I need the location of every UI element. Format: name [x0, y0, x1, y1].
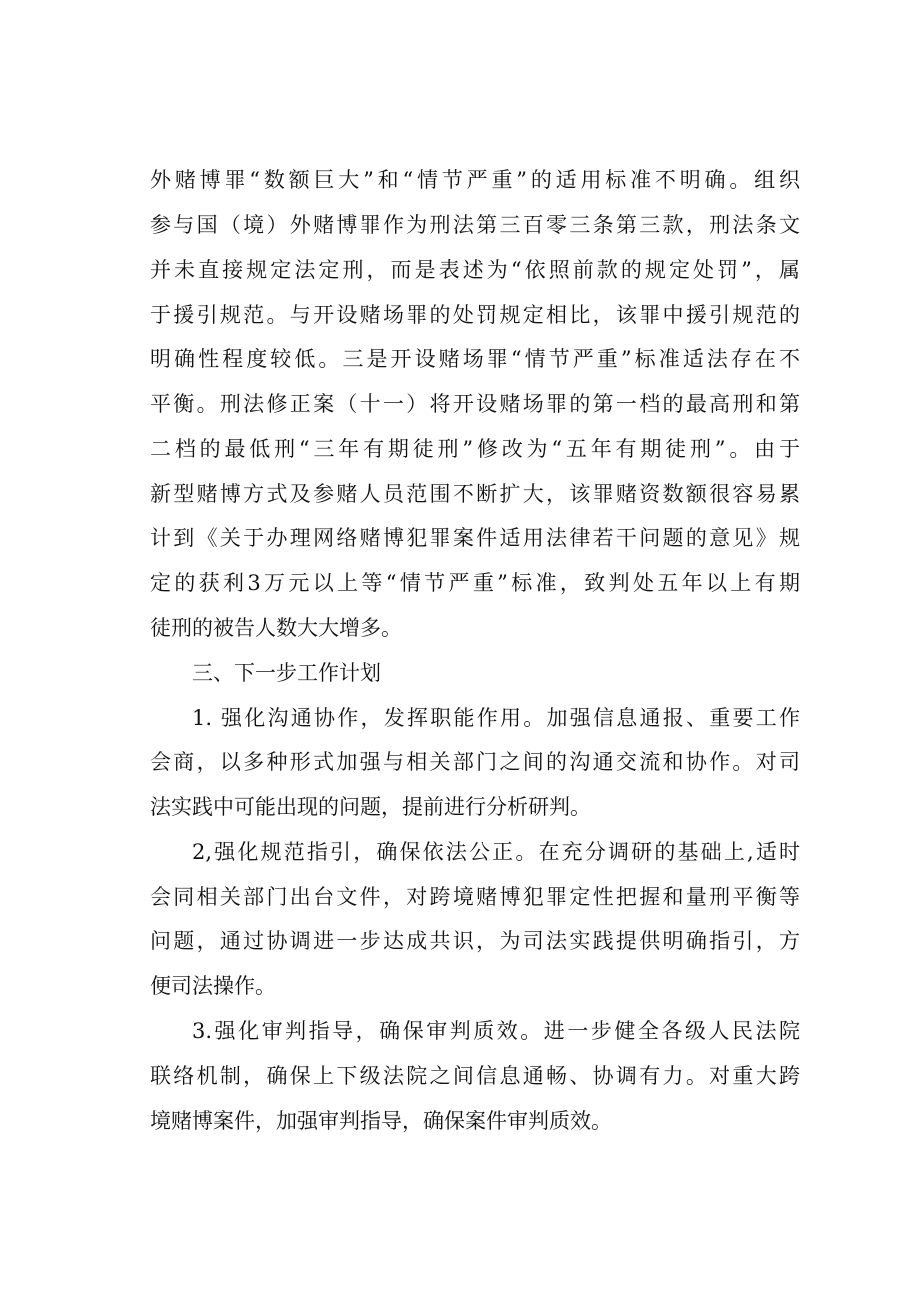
body-text-line: 于援引规范。与开设赌场罪的处罚规定相比，该罪中援引规范的 — [150, 303, 800, 327]
body-text-line: 外赌博罪“数额巨大”和“情节严重”的适用标准不明确。组织 — [150, 168, 800, 192]
body-text-line: 会商，以多种形式加强与相关部门之间的沟通交流和协作。对司 — [150, 750, 800, 774]
section-heading: 三、下一步工作计划 — [192, 661, 381, 685]
body-text-line: 定的获利3万元以上等“情节严重”标准，致判处五年以上有期 — [150, 571, 800, 595]
body-text-line: 3.强化审判指导，确保审判质效。进一步健全各级人民法院 — [192, 1019, 800, 1043]
body-text-line: 2,强化规范指引，确保依法公正。在充分调研的基础上,适时 — [192, 840, 800, 864]
body-text-line: 法实践中可能出现的问题，提前进行分析研判。 — [150, 795, 591, 819]
body-text-line: 并未直接规定法定刑，而是表述为“依照前款的规定处罚”，属 — [150, 258, 800, 282]
body-text-line: 平衡。刑法修正案（十一）将开设赌场罪的第一档的最高刑和第 — [150, 392, 800, 416]
body-text-line: 境赌博案件，加强审判指导，确保案件审判质效。 — [150, 1109, 612, 1133]
body-text-line: 联络机制，确保上下级法院之间信息通畅、协调有力。对重大跨 — [150, 1064, 800, 1088]
body-text-line: 会同相关部门出台文件，对跨境赌博犯罪定性把握和量刑平衡等 — [150, 885, 800, 909]
body-text-line: 参与国（境）外赌博罪作为刑法第三百零三条第三款，刑法条文 — [150, 213, 800, 237]
body-text-line: 明确性程度较低。三是开设赌场罪“情节严重”标准适法存在不 — [150, 347, 800, 371]
body-text-line: 问题，通过协调进一步达成共识，为司法实践提供明确指引，方 — [150, 929, 800, 953]
body-text-line: 新型赌博方式及参赌人员范围不断扩大，该罪赌资数额很容易累 — [150, 482, 800, 506]
body-text-line: 1. 强化沟通协作，发挥职能作用。加强信息通报、重要工作 — [192, 706, 800, 730]
body-text-line: 计到《关于办理网络赌博犯罪案件适用法律若干问题的意见》规 — [150, 526, 800, 550]
body-text-line: 徒刑的被告人数大大增多。 — [150, 616, 402, 640]
body-text-line: 便司法操作。 — [150, 974, 276, 998]
body-text-line: 二档的最低刑“三年有期徒刑”修改为“五年有期徒刑”。由于 — [150, 437, 800, 461]
